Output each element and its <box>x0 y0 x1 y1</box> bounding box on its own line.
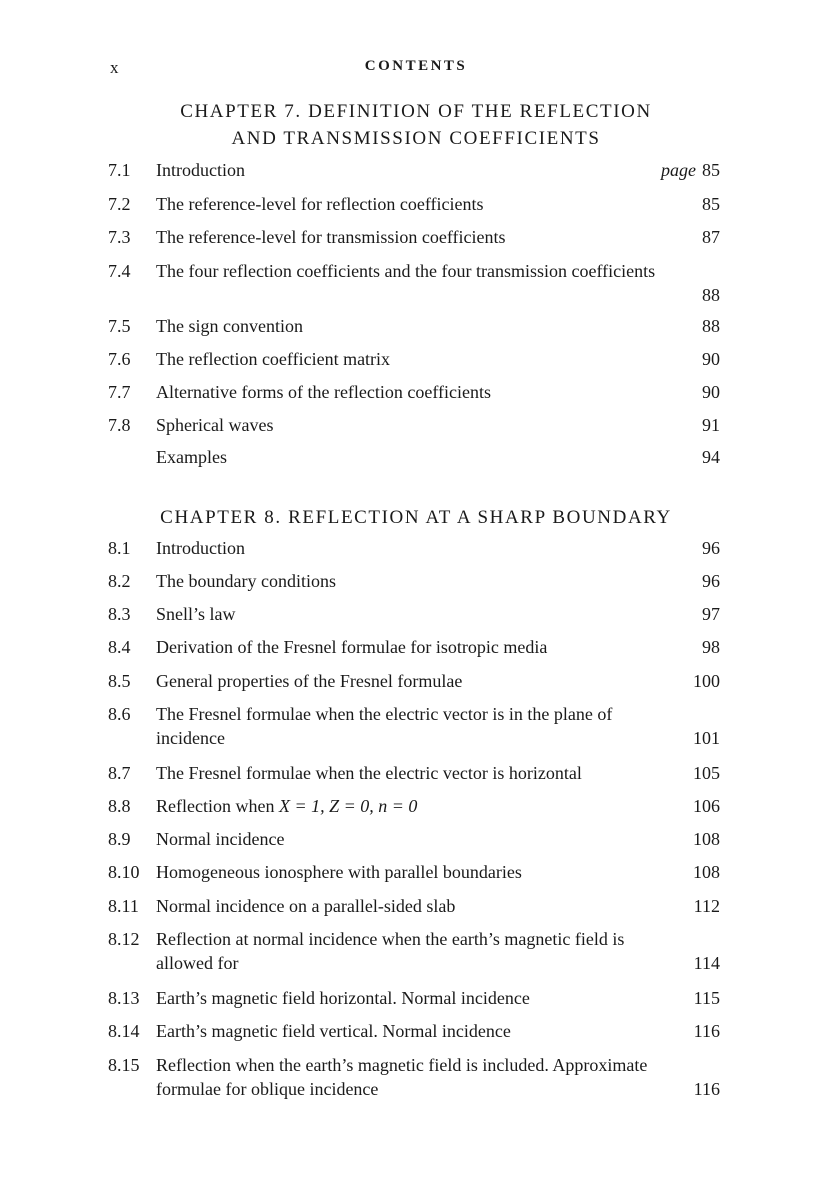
section-title: Reflection at normal incidence when the earth’s magnetic field is allowed for <box>156 929 625 973</box>
section-page: 106 <box>693 796 720 816</box>
section-number: 8.6 <box>108 704 131 724</box>
section-page: 98 <box>702 637 720 657</box>
section-page <box>661 158 720 182</box>
section-page: 114 <box>693 953 720 973</box>
section-title: The sign convention <box>156 316 303 336</box>
chapter-7-heading-line-1: CHAPTER 7. DEFINITION OF THE REFLECTION <box>180 101 652 122</box>
page-value: 85 <box>702 160 720 180</box>
section-page: 91 <box>702 415 720 435</box>
running-head <box>108 58 724 82</box>
section-number: 8.4 <box>108 637 131 657</box>
title-text: Reflection when <box>156 796 279 816</box>
section-title: Snell’s law <box>156 604 236 624</box>
section-number: 8.1 <box>108 538 131 558</box>
contents-page <box>108 0 724 1191</box>
section-page: 96 <box>702 538 720 558</box>
section-number: 8.2 <box>108 571 131 591</box>
section-title: The reflection coefficient matrix <box>156 349 391 369</box>
section-page: 108 <box>693 829 720 849</box>
section-number: 7.2 <box>108 194 131 214</box>
section-title: The reference-level for reflection coefficients <box>156 194 484 214</box>
section-title: Alternative forms of the reflection coefficients <box>156 382 492 402</box>
section-title: Normal incidence on a parallel-sided slab <box>156 896 456 916</box>
section-page: 87 <box>702 227 720 247</box>
section-number: 8.11 <box>108 896 139 916</box>
section-page: 116 <box>693 1079 720 1099</box>
chapter-7-heading-line-2: AND TRANSMISSION COEFFICIENTS <box>231 128 601 149</box>
section-page: 96 <box>702 571 720 591</box>
section-title: Earth’s magnetic field horizontal. Normal incidence <box>156 988 530 1008</box>
section-title: Earth’s magnetic field vertical. Normal incidence <box>156 1021 511 1041</box>
title-formula: X = 1, Z = 0, n = 0 <box>278 796 418 816</box>
section-title: Homogeneous ionosphere with parallel boundaries <box>156 862 522 882</box>
section-title: The four reflection coefficients and the four transmission coefficients <box>156 261 656 281</box>
section-page: 116 <box>693 1021 720 1041</box>
section-number: 7.4 <box>108 261 131 281</box>
section-page: 101 <box>693 728 720 748</box>
section-title: General properties of the Fresnel formulae <box>156 671 463 691</box>
section-title <box>156 794 676 818</box>
section-page: 105 <box>693 763 720 783</box>
section-number: 8.7 <box>108 763 131 783</box>
section-number: 7.8 <box>108 415 131 435</box>
section-page: 100 <box>693 671 720 691</box>
section-number: 8.12 <box>108 929 140 949</box>
section-title: The Fresnel formulae when the electric vector is horizontal <box>156 763 582 783</box>
section-number: 8.15 <box>108 1055 140 1075</box>
section-page: 90 <box>702 349 720 369</box>
section-page: 85 <box>702 194 720 214</box>
section-title: Reflection when the earth’s magnetic field is included. Approximate formulae for oblique incidence <box>156 1055 648 1099</box>
page-word-label: page <box>661 160 696 180</box>
section-number: 8.9 <box>108 829 131 849</box>
section-title: The boundary conditions <box>156 571 336 591</box>
section-page: 108 <box>693 862 720 882</box>
section-page: 94 <box>702 447 720 467</box>
section-number: 7.1 <box>108 160 131 180</box>
section-title: The Fresnel formulae when the electric vector is in the plane of incidence <box>156 704 613 748</box>
page-number: x <box>110 58 120 77</box>
section-number: 7.7 <box>108 382 131 402</box>
section-number: 8.8 <box>108 796 131 816</box>
section-title: Derivation of the Fresnel formulae for isotropic media <box>156 637 548 657</box>
running-title: CONTENTS <box>364 58 468 74</box>
section-number: 8.5 <box>108 671 131 691</box>
section-number: 7.5 <box>108 316 131 336</box>
section-page: 97 <box>702 604 720 624</box>
section-page: 88 <box>702 316 720 336</box>
section-title: Introduction <box>156 538 245 558</box>
section-title: Examples <box>156 447 227 467</box>
section-title: Normal incidence <box>156 829 285 849</box>
section-title: Spherical waves <box>156 415 274 435</box>
section-page: 90 <box>702 382 720 402</box>
section-title: Introduction <box>156 160 245 180</box>
section-number: 7.6 <box>108 349 131 369</box>
chapter-8-heading: CHAPTER 8. REFLECTION AT A SHARP BOUNDARY <box>160 507 672 528</box>
section-number: 8.10 <box>108 862 140 882</box>
section-number: 7.3 <box>108 227 131 247</box>
section-page: 115 <box>693 988 720 1008</box>
section-number: 8.3 <box>108 604 131 624</box>
section-number: 8.13 <box>108 988 140 1008</box>
section-title: The reference-level for transmission coefficients <box>156 227 506 247</box>
section-page: 88 <box>702 285 720 305</box>
section-number: 8.14 <box>108 1021 140 1041</box>
section-page: 112 <box>693 896 720 916</box>
